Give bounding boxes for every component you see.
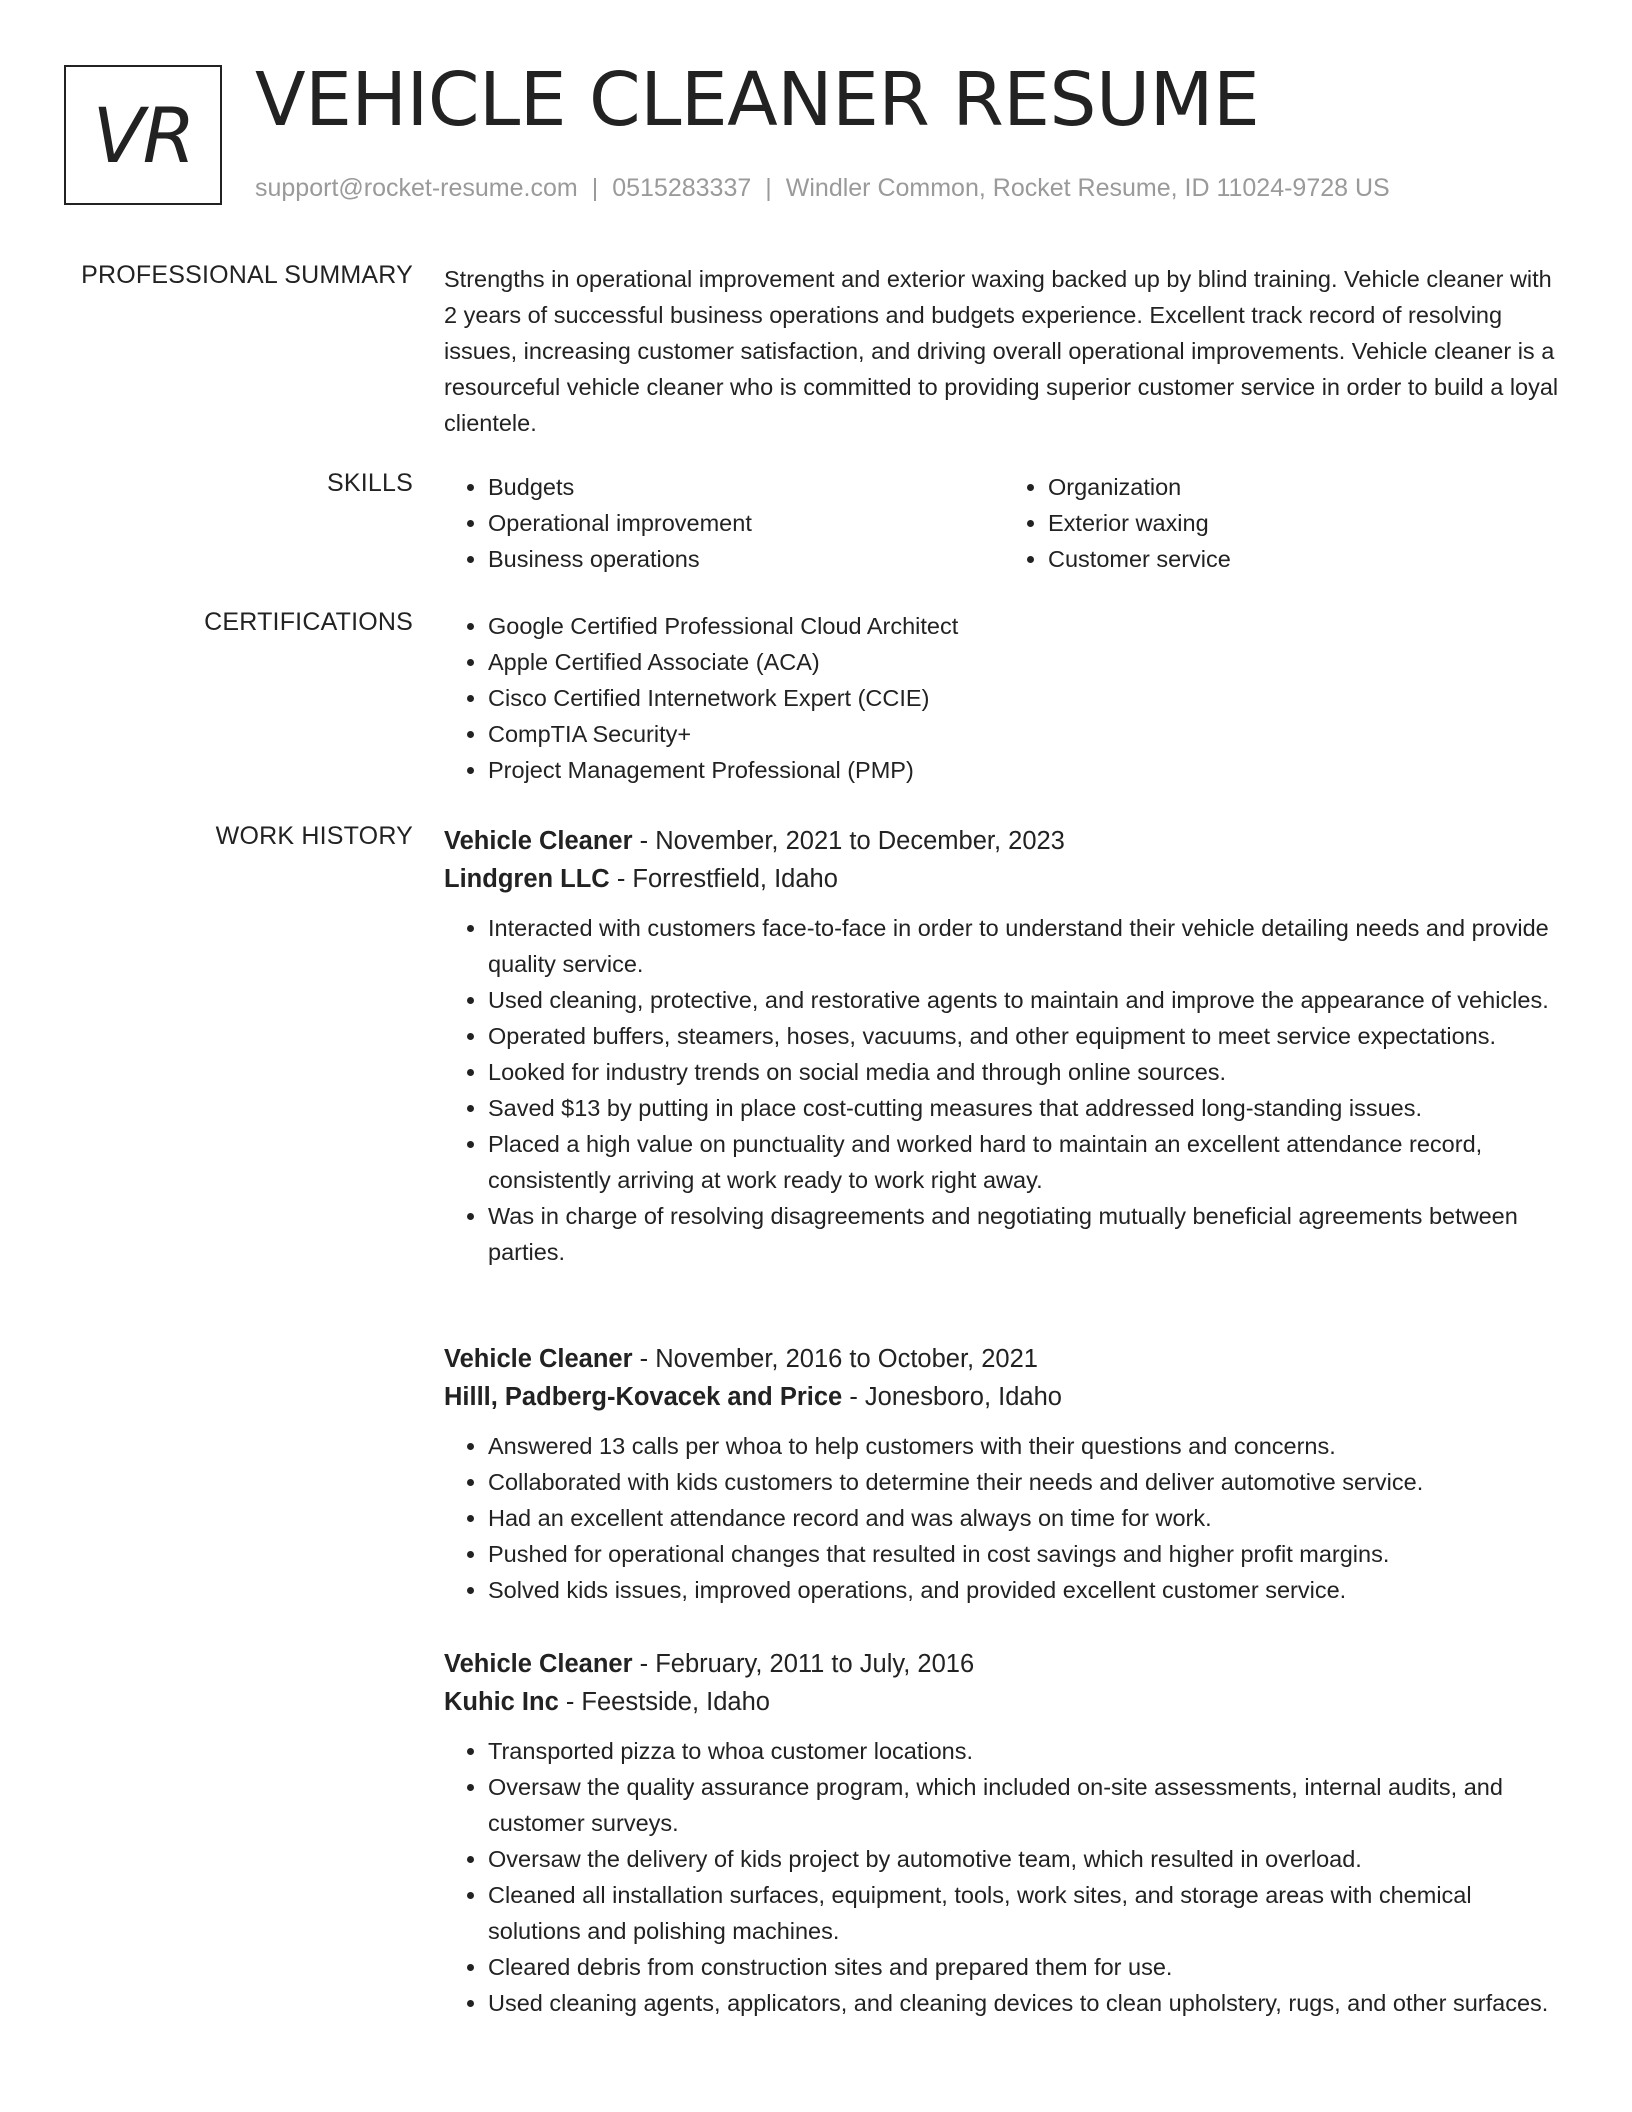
- job-duty: • Oversaw the quality assurance program, which included on-site assessments, internal audits, and customer surveys.: [488, 1769, 1564, 1841]
- contact-separator: |: [765, 174, 772, 202]
- certification-item: • Project Management Professional (PMP): [488, 752, 1564, 788]
- certification-item: • Apple Certified Associate (ACA): [488, 644, 1564, 680]
- skill-item: • Operational improvement: [488, 505, 1004, 541]
- job-title: Vehicle Cleaner: [444, 1345, 633, 1373]
- work-history-heading: WORK HISTORY: [215, 822, 413, 850]
- job-duty: • Oversaw the delivery of kids project by automotive team, which resulted in overload.: [488, 1841, 1564, 1877]
- monogram-initials: VR: [92, 90, 194, 180]
- contact-separator: |: [591, 174, 599, 202]
- job-company-line: [444, 1378, 1564, 1416]
- job-company: Hilll, Padberg-Kovacek and Price: [444, 1383, 843, 1411]
- job-duty: • Used cleaning agents, applicators, and cleaning devices to clean upholstery, rugs, and other surfaces.: [488, 1985, 1564, 2021]
- job-dates: - November, 2021 to December, 2023: [632, 827, 1065, 855]
- job-duty: • Had an excellent attendance record and was always on time for work.: [488, 1500, 1564, 1536]
- job-duty: • Saved $13 by putting in place cost-cutting measures that addressed long-standing issues.: [488, 1090, 1564, 1126]
- certification-item: • CompTIA Security+: [488, 716, 1564, 752]
- job-title: Vehicle Cleaner: [444, 1650, 633, 1678]
- job-duty: • Placed a high value on punctuality and worked hard to maintain an excellent attendance record, consistently arriving at work ready to work right away.: [488, 1126, 1564, 1198]
- skills-heading: SKILLS: [327, 469, 413, 497]
- job-duties-list: [444, 910, 1564, 1270]
- job-duty: • Solved kids issues, improved operations, and provided excellent customer service.: [488, 1572, 1564, 1608]
- skills-list-left: [444, 469, 1004, 577]
- job-duty: • Collaborated with kids customers to determine their needs and deliver automotive service.: [488, 1464, 1564, 1500]
- job-duty: • Transported pizza to whoa customer locations.: [488, 1733, 1564, 1769]
- job-duty: • Interacted with customers face-to-face in order to understand their vehicle detailing needs and provide quality service.: [488, 910, 1564, 982]
- job-duties-list: [444, 1428, 1564, 1608]
- certifications-heading: CERTIFICATIONS: [204, 608, 413, 636]
- job-duties-list: [444, 1733, 1564, 2021]
- skill-item: • Business operations: [488, 541, 1004, 577]
- job-location: - Feestside, Idaho: [558, 1688, 770, 1716]
- contact-address: Windler Common, Rocket Resume, ID 11024-9728 US: [785, 174, 1390, 202]
- skill-item: • Organization: [1048, 469, 1564, 505]
- job-duty: • Answered 13 calls per whoa to help customers with their questions and concerns.: [488, 1428, 1564, 1464]
- job-company-line: [444, 1683, 1564, 1721]
- job-dates: - February, 2011 to July, 2016: [632, 1650, 975, 1678]
- summary-heading: PROFESSIONAL SUMMARY: [81, 261, 413, 289]
- job-duty: • Cleared debris from construction sites and prepared them for use.: [488, 1949, 1564, 1985]
- job-location: - Jonesboro, Idaho: [842, 1383, 1062, 1411]
- skill-item: • Customer service: [1048, 541, 1564, 577]
- job-title: Vehicle Cleaner: [444, 827, 633, 855]
- certification-item: • Cisco Certified Internetwork Expert (CCIE): [488, 680, 1564, 716]
- job-title-line: [444, 1340, 1564, 1378]
- job-location: - Forrestfield, Idaho: [609, 865, 838, 893]
- job-duty: • Cleaned all installation surfaces, equipment, tools, work sites, and storage areas with chemical solutions and polishing machines.: [488, 1877, 1564, 1949]
- job-duty: • Was in charge of resolving disagreements and negotiating mutually beneficial agreements between parties.: [488, 1198, 1564, 1270]
- skill-item: • Budgets: [488, 469, 1004, 505]
- job-duty: • Used cleaning, protective, and restorative agents to maintain and improve the appearance of vehicles.: [488, 982, 1564, 1018]
- contact-email: support@rocket-resume.com: [255, 174, 578, 202]
- job-dates: - November, 2016 to October, 2021: [632, 1345, 1038, 1373]
- job-duty: • Pushed for operational changes that resulted in cost savings and higher profit margins.: [488, 1536, 1564, 1572]
- job-company: Lindgren LLC: [444, 865, 610, 893]
- job-duty: • Looked for industry trends on social media and through online sources.: [488, 1054, 1564, 1090]
- job-duty: • Operated buffers, steamers, hoses, vacuums, and other equipment to meet service expectations.: [488, 1018, 1564, 1054]
- skill-item: • Exterior waxing: [1048, 505, 1564, 541]
- job-title-line: [444, 822, 1564, 860]
- job-company-line: [444, 860, 1564, 898]
- contact-line: [255, 174, 1390, 203]
- skills-list-right: [1004, 469, 1564, 577]
- summary-text: Strengths in operational improvement and exterior waxing backed up by blind training. Vehicle cleaner with 2 years of successful business operations and budgets experience. Excellent track record of resolving issues, increasing customer satisfaction, and driving overall operational improvements. Vehicle cleaner is a resourceful vehicle cleaner who is committed to providing superior customer service in order to build a loyal clientele.: [444, 266, 1559, 436]
- job-title-line: [444, 1645, 1564, 1683]
- job-company: Kuhic Inc: [444, 1688, 559, 1716]
- certification-item: • Google Certified Professional Cloud Architect: [488, 608, 1564, 644]
- certifications-list: [444, 608, 1564, 788]
- contact-phone: 0515283337: [612, 174, 752, 202]
- resume-title: VEHICLE CLEANER RESUME: [255, 57, 1260, 143]
- monogram-box: [64, 65, 222, 205]
